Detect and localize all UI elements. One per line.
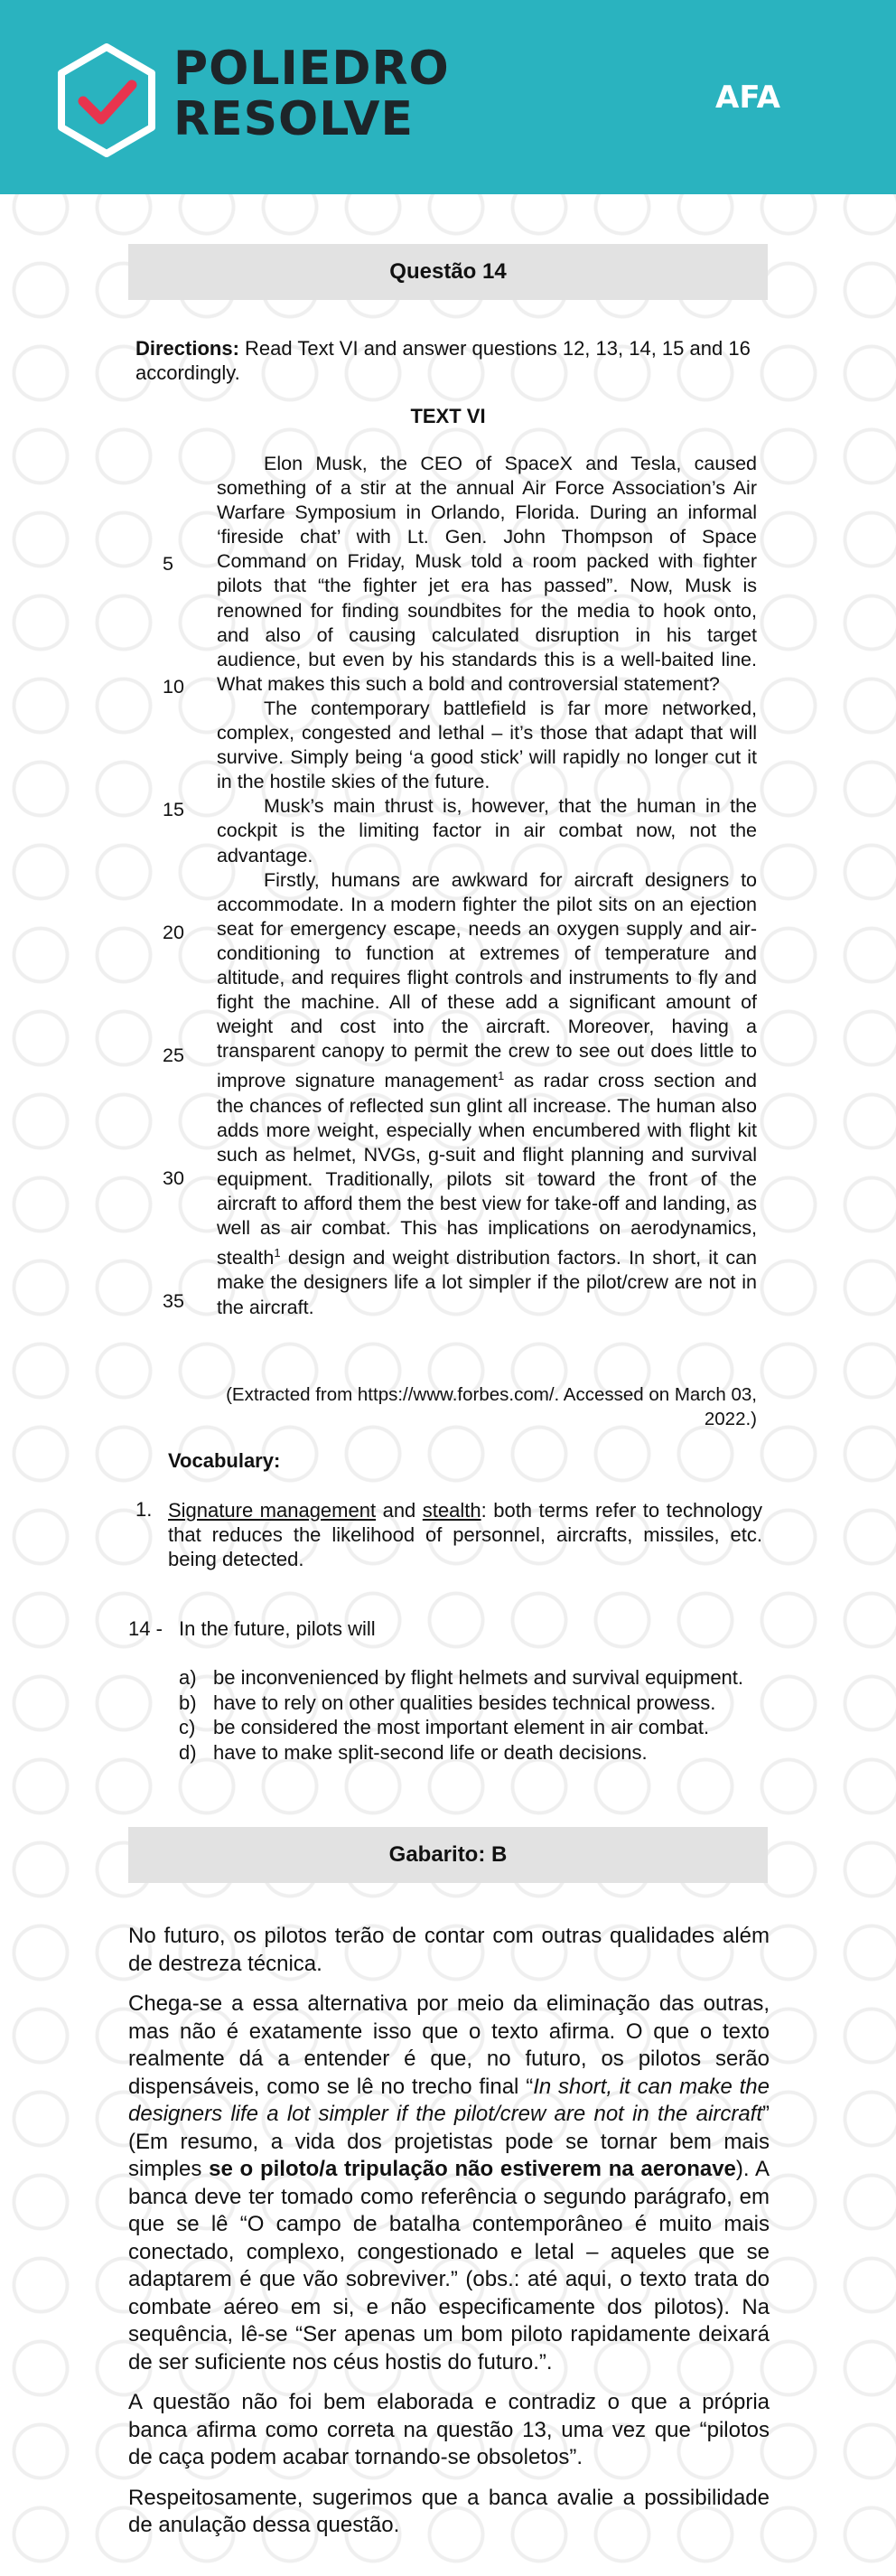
brand-line-2: RESOLVE: [173, 92, 414, 146]
line-number: 30: [163, 1167, 184, 1189]
option-text: be considered the most important element in air combat.: [213, 1716, 710, 1738]
vocabulary-title: Vocabulary:: [168, 1449, 281, 1472]
directions-text: Read Text VI and answer questions 12, 13, 14, 15 and 16 accordingly.: [135, 337, 751, 384]
line-number: 10: [163, 676, 184, 698]
resolution-paragraph: No futuro, os pilotos terão de contar com outras qualidades além de destreza técnica.: [128, 1924, 770, 1976]
passage-paragraph: Musk’s main thrust is, however, that the human in the cockpit is the limiting factor in air combat now, not the advantage.: [217, 795, 757, 866]
line-number: 15: [163, 799, 184, 820]
option-a[interactable]: [179, 1665, 762, 1691]
resolution-text-part: ” (Em resumo, a vida dos projetistas pode se tornar bem mais simples: [128, 2102, 770, 2181]
passage-paragraph: [217, 868, 757, 1320]
option-d[interactable]: [179, 1740, 762, 1766]
header-banner: [0, 0, 896, 194]
resolution-paragraph: Respeitosamente, sugerimos que a banca avalie a possibilidade de anulação dessa questão.: [128, 2485, 770, 2537]
question-title-bar: Questão 14: [128, 244, 768, 300]
vocabulary-item: [168, 1498, 762, 1571]
brand-logo-text: [173, 43, 450, 145]
vocab-connector: and: [376, 1499, 423, 1522]
passage-paragraph-part: as radar cross section and the chances of reflected sun glint all increase. The human also adds more weight, especially when encumbered with flight kit such as helmet, NVGs, g-suit and flight planning and survival equipment. Traditionally, pilots sit toward the front of the aircraft to afford them the best view for take-off and landing, as well as air combat. This has implications on aerodynamics, stealth: [217, 1070, 758, 1269]
option-letter: d): [179, 1740, 197, 1764]
passage-paragraph-part: Firstly, humans are awkward for aircraft designers to accommodate. In a modern fighter the pilot sits on an ejection seat for emergency escape, needs an oxygen supply and air-conditioning to function at extremes of temperature and altitude, and requires flight controls and instruments to fly and fight the machine. All of these add a significant amount of weight and cost into the aircraft. Moreover, having a transparent canopy to permit the crew to see out does little to improve signature management: [217, 868, 757, 1092]
question-number: 14 -: [128, 1617, 163, 1640]
resolution-text-part: ). A banca deve ter tomado como referência o segundo parágrafo, em que se lê “O campo de batalha contemporâneo é muito mais conectado, complexo, congestionado e letal – aqueles que se adaptarem é que vão sobreviver.” (obs.: até aqui, o texto trata do combate aéreo em si, e não especificamente dos pilotos). Na sequência, lê-se “Ser apenas um bom piloto rapidamente deixará de ser suficiente nos céus hostis do futuro.”.: [128, 2157, 770, 2375]
resolution-quote: In short, it can make the designers life a lot simpler if the pilot/crew are not in the aircraft: [128, 2074, 770, 2126]
passage-paragraph: Elon Musk, the CEO of SpaceX and Tesla, caused something of a stir at the annual Air Force Association’s Air Warfare Symposium in Orlando, Florida. During an informal ‘fireside chat’ with Lt. Gen. John Thompson of Space Command on Friday, Musk told a room packed with fighter pilots that “the fighter jet era has passed”. Now, Musk is renowned for finding soundbites for the media to hook onto, and also of causing calculated disruption in his target audience, but even by his standards this is a well-baited line. What makes this such a bold and controversial statement?: [217, 453, 757, 695]
option-text: have to rely on other qualities besides technical prowess.: [213, 1691, 716, 1714]
question-stem: In the future, pilots will: [179, 1617, 376, 1640]
footnote-marker: 1: [498, 1069, 505, 1083]
exam-code: AFA: [715, 80, 780, 116]
option-letter: c): [179, 1716, 196, 1738]
source-citation: (Extracted from https://www.forbes.com/. Accessed on March 03, 2022.): [226, 1384, 757, 1429]
directions-label: Directions:: [135, 337, 239, 360]
answer-options: [179, 1665, 762, 1765]
resolution-paragraph: A questão não foi bem elaborada e contradiz o que a própria banca afirma como correta na questão 13, uma vez que “pilotos de caça podem acabar tornando-se obsoletos”.: [128, 2390, 770, 2469]
option-letter: b): [179, 1691, 197, 1714]
resolution-paragraph: [128, 1991, 770, 2376]
option-text: have to make split-second life or death decisions.: [213, 1740, 648, 1764]
line-number: 35: [163, 1290, 184, 1312]
option-b[interactable]: [179, 1691, 762, 1716]
resolution-emphasis: se o piloto/a tripulação não estiverem na aeronave: [209, 2157, 736, 2181]
answer-key-bar: Gabarito: B: [128, 1827, 768, 1883]
footnote-marker: 1: [274, 1246, 281, 1260]
line-number: 25: [163, 1044, 184, 1066]
vocabulary-item-number: 1.: [135, 1498, 153, 1521]
passage-paragraph: The contemporary battlefield is far more networked, complex, congested and lethal – it’s those that adapt that will survive. Simply being ‘a good stick’ will rapidly no longer cut it in the hostile skies of the future.: [217, 697, 757, 793]
option-letter: a): [179, 1666, 197, 1689]
vocab-term: stealth: [422, 1499, 481, 1522]
resolution-text-part: Chega-se a essa alternativa por meio da eliminação das outras, mas não é exatamente isso que o texto afirma. O que o texto realmente dá a entender é que, no futuro, os pilotos serão dispensáveis, como se lê no trecho final “: [128, 1991, 770, 2099]
brand-line-1: POLIEDRO: [173, 42, 450, 96]
passage-paragraph-part: design and weight distribution factors. In short, it can make the designers life a lot simpler if the pilot/crew are not in the aircraft.: [217, 1247, 757, 1318]
text-passage: [217, 452, 757, 1320]
resolution-text: [128, 1923, 770, 2553]
line-number: 5: [163, 553, 173, 575]
directions: [135, 336, 762, 385]
vocab-definition: : both terms refer to technology that reduces the likelihood of personnel, aircrafts, missiles, etc. being detected.: [168, 1499, 763, 1570]
option-c[interactable]: [179, 1715, 762, 1740]
vocab-term: Signature management: [168, 1499, 377, 1522]
hexagon-check-icon: [56, 43, 157, 157]
option-text: be inconvenienced by flight helmets and survival equipment.: [213, 1666, 744, 1689]
line-number: 20: [163, 922, 184, 943]
text-title: TEXT VI: [410, 405, 486, 427]
